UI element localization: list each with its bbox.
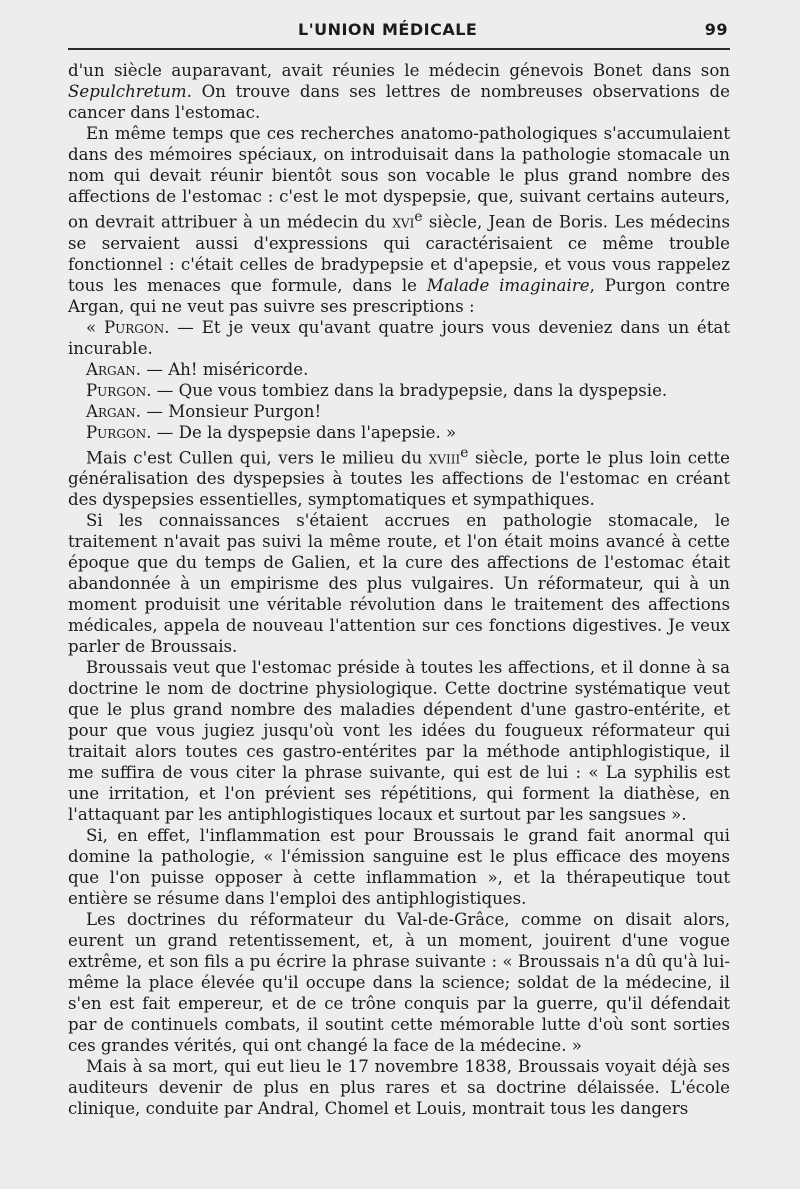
dialogue-line-2: Argan. — Ah! miséricorde. xyxy=(86,359,309,379)
page-number: 99 xyxy=(704,20,728,39)
dialogue-line-4: Argan. — Monsieur Purgon! xyxy=(86,401,322,421)
dialogue-line-5: Purgon. — De la dyspepsie dans l'apepsie. » xyxy=(86,422,457,442)
paragraph-traitement: Si les connaissances s'étaient accrues en pathologie stomacale, le traitement n'avait pas suivi la même route, et l'on était moins avancé à cette époque que du temps de Galien, et la cure des affections de l'estomac était abandonnée à un empirisme des plus vulgaires. Un réformateur, qui à un moment produisit une véritable révolution dans le traitement des affections médicales, appela de nouveau l'attention sur ces fonctions digestives. Je veux parler de Broussais. xyxy=(68,511,730,657)
running-title: L'UNION MÉDICALE xyxy=(298,20,478,39)
body-text xyxy=(68,60,730,1119)
paragraph-doctrines: Les doctrines du réformateur du Val-de-Grâce, comme on disait alors, eurent un grand retentissement, et, à un moment, jouirent d'une vogue extrême, et son fils a pu écrire la phrase suivante : « Broussais n'a dû qu'à lui-même la place élevée qu'il occupe dans la science; soldat de la médecine, il s'en est fait empereur, et de ce trône conquis par la guerre, qu'il défendait par de continuels combats, il soutint cette mémorable lutte d'où sont sorties ces grandes vérités, qui ont changé la face de la médecine. » xyxy=(68,910,730,1056)
paragraph-2: En même temps que ces recherches anatomo-pathologiques s'accumulaient dans des mémoires spéciaux, on introduisait dans la pathologie stomacale un nom qui devait réunir bientôt sous son vocable le plus grand nombre des affections de l'estomac : c'est le mot dyspepsie, que, suivant certains auteurs, on devrait attribuer à un médecin du xvi$^e$ siècle, Jean de Boris. Les médecins se servaient aussi d'expressions qui caractérisaient ce même trouble fonctionnel : c'était celles de bradypepsie et d'apepsie, et vous vous rappelez tous les menaces que formule, dans le Malade imaginaire, Purgon contre Argan, qui ne veut pas suivre ses prescriptions : xyxy=(68,124,730,316)
page-header xyxy=(68,16,730,44)
header-rule xyxy=(68,48,730,50)
paragraph-mort: Mais à sa mort, qui eut lieu le 17 novembre 1838, Broussais voyait déjà ses auditeurs devenir de plus en plus rares et sa doctrine délaissée. L'école clinique, conduite par Andral, Chomel et Louis, montrait tous les dangers xyxy=(68,1057,730,1119)
paragraph-broussais: Broussais veut que l'estomac préside à toutes les affections, et il donne à sa doctrine le nom de doctrine physiologique. Cette doctrine systématique veut que le plus grand nombre des maladies dépendent d'une gastro-entérite, et pour que vous jugiez jusqu'où vont les idées du fougueux réformateur qui traitait alors toutes ces gastro-entérites par la méthode antiphlogistique, il me suffira de vous citer la phrase suivante, qui est de lui : « La syphilis est une irritation, et l'on prévient ses répétitions, qui forment la diathèse, en l'attaquant par les antiphlogistiques locaux et surtout par les sangsues ». xyxy=(68,658,730,825)
dialogue-line-3: Purgon. — Que vous tombiez dans la bradypepsie, dans la dyspepsie. xyxy=(86,380,668,400)
paragraph-inflammation: Si, en effet, l'inflammation est pour Broussais le grand fait anormal qui domine la pathologie, « l'émission sanguine est le plus efficace des moyens que l'on puisse opposer à cette inflammation », et la thérapeutique tout entière se résume dans l'emploi des antiphlogistiques. xyxy=(68,826,730,909)
paragraph-1: d'un siècle auparavant, avait réunies le médecin génevois Bonet dans son Sepulchretum. On trouve dans ses lettres de nombreuses observations de cancer dans l'estomac. xyxy=(68,61,730,122)
dialogue-line-1: « Purgon. — Et je veux qu'avant quatre jours vous deveniez dans un état incurable. xyxy=(68,317,730,358)
paragraph-cullen: Mais c'est Cullen qui, vers le milieu du xviii$^e$ siècle, porte le plus loin cette généralisation des dyspepsies à toutes les affections de l'estomac en créant des dyspepsies essentielles, symptomatiques et sympathiques. xyxy=(68,444,730,510)
